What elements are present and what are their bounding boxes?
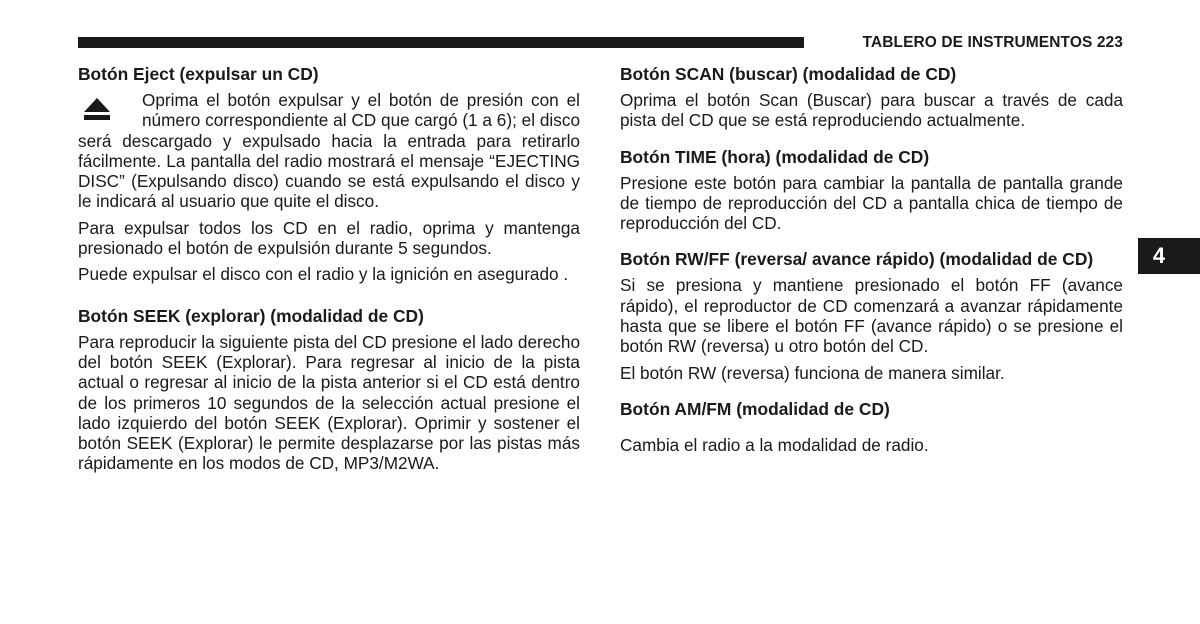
- seek-paragraph-1: Para reproducir la siguiente pista del CD presione el lado derecho del botón SEEK (Explorar). Para regresar al inicio de la pista actual o regresar al inicio de la pista anterior si el CD está dentro de los primeros 10 segundos de la selección actual presione el lado izquierdo del botón SEEK (Explorar). Oprimir y sostener el botón SEEK (Explorar) le permite desplazarse por las pistas más rápidamente en los modos de CD, MP3/M2WA.: [78, 331, 580, 474]
- amfm-heading: Botón AM/FM (modalidad de CD): [620, 398, 890, 419]
- rwff-paragraph-2: El botón RW (reversa) funciona de manera similar.: [620, 362, 1005, 383]
- chapter-tab: [1138, 238, 1200, 274]
- eject-heading: Botón Eject (expulsar un CD): [78, 64, 319, 84]
- seek-heading: Botón SEEK (explorar) (modalidad de CD): [78, 305, 424, 326]
- chapter-number: 4: [1152, 243, 1166, 268]
- time-heading: Botón TIME (hora) (modalidad de CD): [620, 146, 930, 167]
- eject-icon-wrap: [78, 90, 142, 130]
- header-rule: [78, 37, 804, 48]
- rwff-paragraph-1: Si se presiona y mantiene presionado el botón FF (avance rápido), el reproductor de CD comenzará a avanzar rápidamente hasta que se libere el botón FF (avance rápido) o se presione el botón RW (reversa) u otro botón del CD.: [620, 275, 1123, 357]
- left-column: [78, 64, 580, 474]
- eject-icon: [82, 96, 112, 122]
- rwff-heading: Botón RW/FF (reversa/ avance rápido) (modalidad de CD): [620, 249, 1094, 270]
- running-head: TABLERO DE INSTRUMENTOS 223: [862, 34, 1123, 51]
- scan-heading: Botón SCAN (buscar) (modalidad de CD): [620, 64, 957, 84]
- scan-paragraph-1: Oprima el botón Scan (Buscar) para buscar a través de cada pista del CD que se está reproduciendo actualmente.: [620, 90, 1123, 131]
- time-paragraph-1: Presione este botón para cambiar la pantalla de pantalla grande de tiempo de reproducción del CD a pantalla chica de tiempo de reproducción del CD.: [620, 172, 1123, 234]
- right-column: [620, 64, 1123, 455]
- eject-paragraph-3: Puede expulsar el disco con el radio y la ignición en asegurado .: [78, 264, 569, 285]
- eject-paragraph-2: Para expulsar todos los CD en el radio, oprima y mantenga presionado el botón de expulsión durante 5 segundos.: [78, 217, 580, 259]
- eject-paragraph-1: Oprima el botón expulsar y el botón de presión con el número correspondiente al CD que cargó (1 a 6); el disco será descargado y expulsado hacia la entrada para retirarlo fácilmente. La pantalla del radio mostrará el mensaje “EJECTING DISC” (Expulsando disco) cuando se está expulsando el disco y le indicará al usuario que quite el disco.: [78, 90, 580, 212]
- amfm-paragraph-1: Cambia el radio a la modalidad de radio.: [620, 434, 929, 455]
